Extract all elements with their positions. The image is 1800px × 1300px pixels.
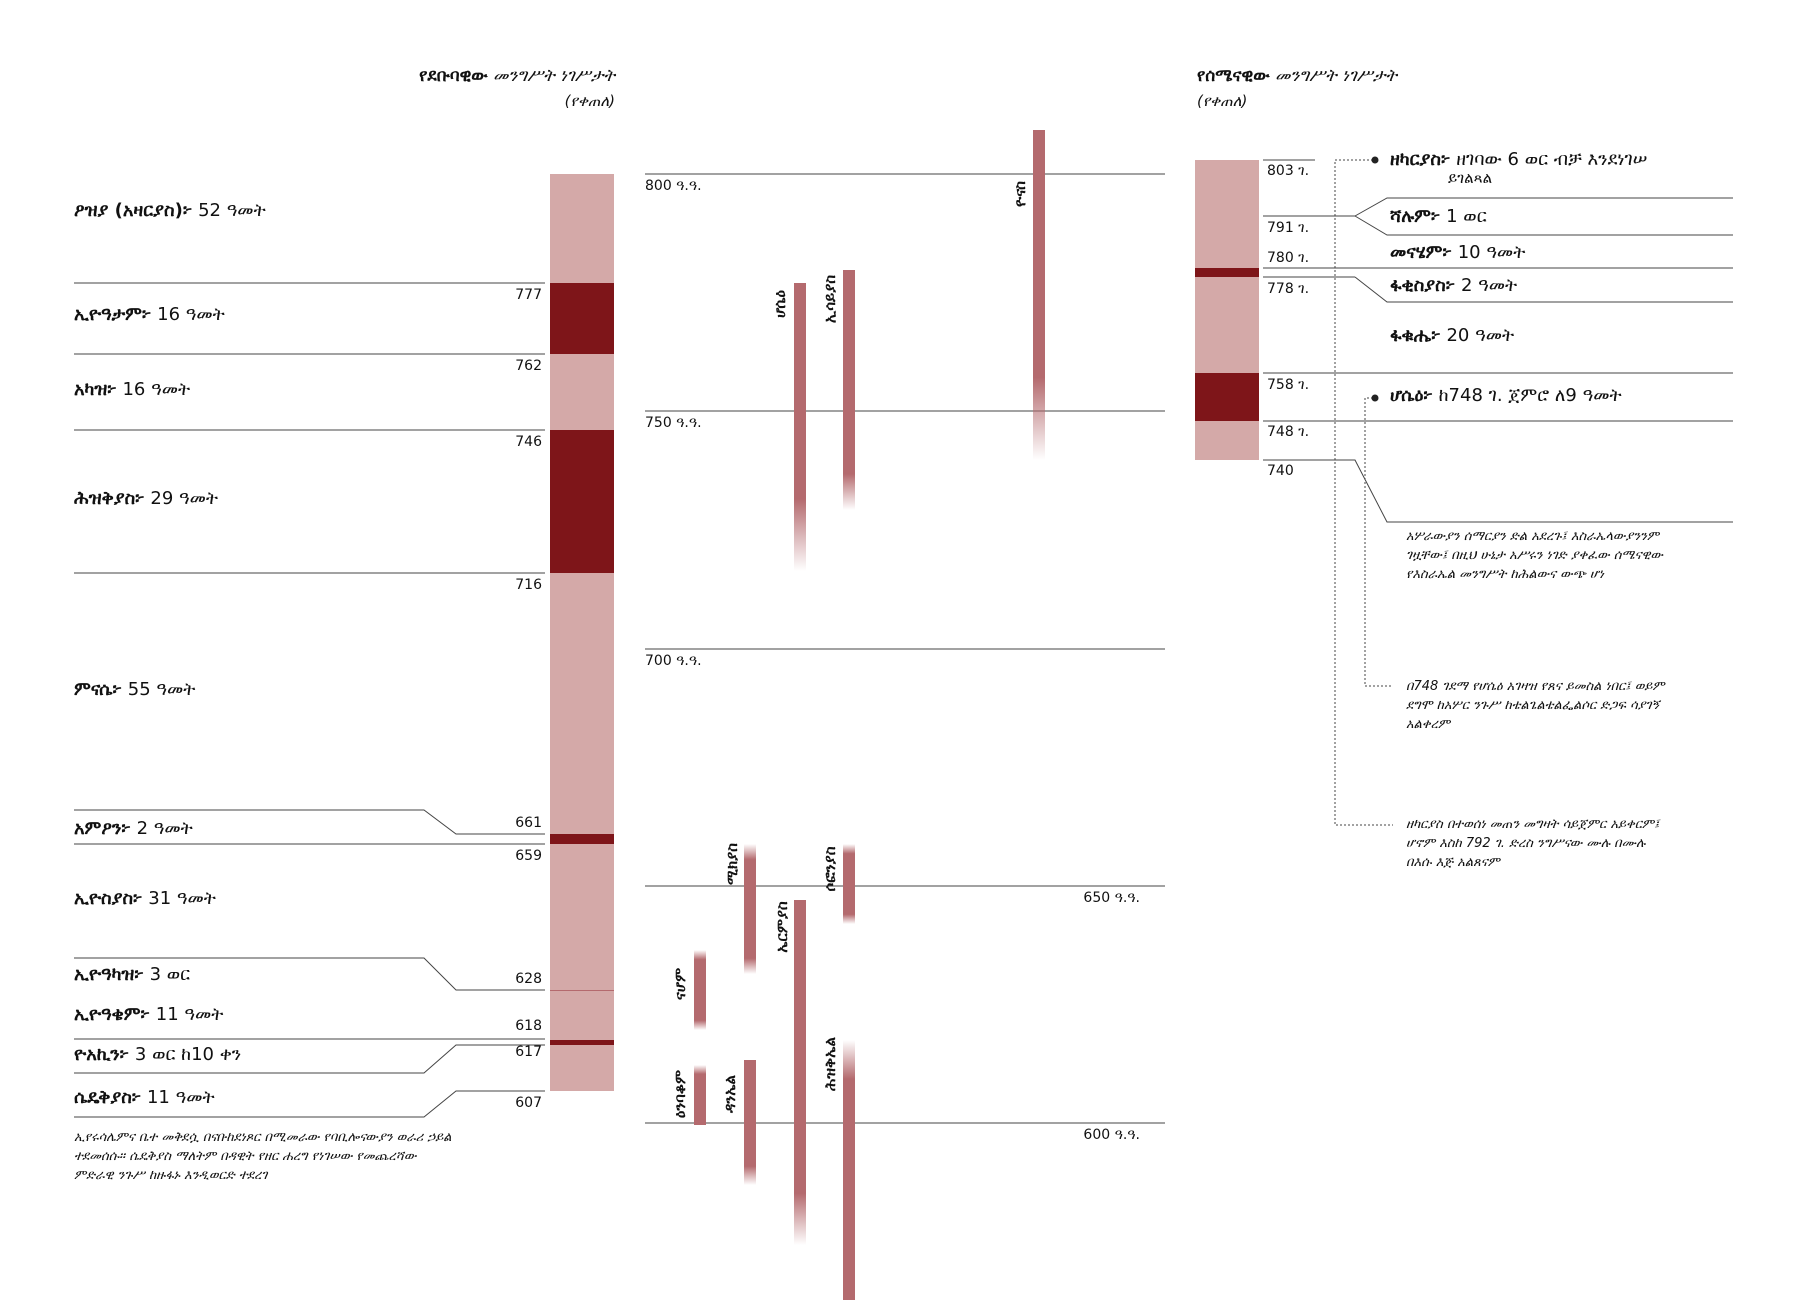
era-label-700: 700 ዓ.ዓ. — [645, 653, 702, 669]
hoshea-note: በ748 ገደማ የሆሴዕ አገዛዝ የጸና ይመስል ነበር፤ ወይም ደግሞ ከአሦር ንጉሥ ከቴልጌልቴልፌልሶር ድጋፍ ሳያገኝ አልቀረም — [1406, 679, 1665, 732]
judah-king-amon: አምዖን፦ 2 ዓመት — [74, 818, 193, 839]
israel-fall-note: አሦራውያን ሰማርያን ድል አደረጉ፤ እስራኤላውያንንም ገዟቸው፤ በዚህ ሁኔታ አሥሩን ነገድ ያቀፈው ሰሜናዊው የእስራኤል መንግሥት ከሕልውና ውጭ ሆነ — [1406, 529, 1663, 582]
israel-header-italic: መንግሥት ነገሥታት — [1274, 66, 1397, 86]
judah-king-zedekiah: ሴዴቅያስ፦ 11 ዓመት — [74, 1087, 215, 1108]
israel-year: 803 ገ. — [1267, 163, 1310, 179]
judah-header — [375, 66, 615, 86]
era-label-600: 600 ዓ.ዓ. — [1083, 1127, 1140, 1143]
israel-king-pekahiah: ፋቂስያስ፦ 2 ዓመት — [1390, 275, 1518, 296]
judah-year: 716 — [515, 577, 542, 593]
prophet-bars — [694, 130, 1045, 1300]
bar-ezekiel — [694, 1065, 706, 1125]
israel-reign-bar — [1195, 160, 1259, 460]
israel-year: 758 ገ. — [1267, 377, 1310, 393]
prophet-label-isaiah: ኢሳይያስ — [821, 274, 839, 324]
judah-king-jehoiachin: ዮአኪን፦ 3 ወር ከ10 ቀን — [74, 1044, 242, 1065]
era-label-750: 750 ዓ.ዓ. — [645, 415, 702, 431]
bar-isaiah — [843, 270, 855, 510]
bar-daniel — [744, 1060, 756, 1185]
prophet-label-habakkuk: ዕንባቆም — [671, 1069, 689, 1119]
judah-header-bold: የደቡባዊው — [419, 66, 488, 86]
prophet-label-zephaniah: ሶፎንያስ — [821, 846, 839, 892]
israel-king-pekah: ፋቁሔ፦ 20 ዓመት — [1390, 325, 1515, 346]
judah-year: 661 — [515, 815, 542, 831]
era-lines — [645, 174, 1165, 1123]
connector-dot-zechariah — [1372, 157, 1379, 164]
judah-fall-note: ኢየሩሳሌምና ቤተ መቅደሷ በናቡከደነጾር በሚመራው የባቢሎናውያን ወራሪ ኃይል ተደመሰሱ። ሴዴቅያስ ማለትም በዳዊት የዘር ሐረግ የነገሠው የመጨረሻው ምድራዊ ንጉሥ ከዙፋኑ እንዲወርድ ተደረገ — [74, 1130, 452, 1183]
zechariah-note: ዘካርያስ በተወሰነ መጠን መግዛት ሳይጀምር አይቀርም፤ ሆኖም እስከ 792 ገ. ድረስ ንግሥናው ሙሉ በሙሉ በእሱ እጅ አልጸናም — [1406, 817, 1660, 870]
judah-year: 746 — [515, 434, 542, 450]
israel-header — [1197, 66, 1497, 86]
israel-king-hoshea: ሆሴዕ፦ ከ748 ገ. ጀምሮ ለ9 ዓመት — [1390, 385, 1622, 406]
israel-year: 780 ገ. — [1267, 250, 1310, 266]
connector-dot-hoshea — [1372, 395, 1379, 402]
israel-year: 748 ገ. — [1267, 424, 1310, 440]
bar-jeremiah — [794, 900, 806, 1245]
bar-yonas — [1033, 130, 1045, 460]
israel-year: 791 ገ. — [1267, 220, 1310, 236]
judah-king-jehoiakim: ኢዮዓቄም፦ 11 ዓመት — [74, 1004, 224, 1025]
prophet-label-yonas: ዮናስ — [1011, 181, 1029, 207]
judah-king-hezekiah: ሕዝቅያስ፦ 29 ዓመት — [74, 488, 219, 509]
judah-king-manasseh: ምናሴ፦ 55 ዓመት — [74, 679, 196, 700]
era-label-800: 800 ዓ.ዓ. — [645, 178, 702, 194]
judah-king-jotham: ኢዮዓታም፦ 16 ዓመት — [74, 304, 225, 325]
judah-header-sub: (የቀጠለ) — [564, 92, 615, 110]
judah-king-jehoahaz: ኢዮዓካዝ፦ 3 ወር — [74, 964, 191, 985]
judah-year: 607 — [515, 1095, 542, 1111]
israel-header-bold: የሰሜናዊው — [1197, 66, 1270, 86]
judah-year: 659 — [515, 848, 542, 864]
judah-year: 777 — [515, 287, 542, 303]
israel-king-shallum: ሻሉም፦ 1 ወር — [1390, 206, 1487, 227]
judah-reign-bar — [550, 174, 614, 1091]
prophet-label-jeremiah: ኤርምያስ — [773, 901, 791, 953]
judah-header-italic: መንግሥት ነገሥታት — [493, 66, 615, 86]
dotted-connectors — [1335, 160, 1393, 825]
bar-habakkuk — [694, 950, 706, 1030]
israel-king-zechariah-cont: ይገልጻል — [1448, 169, 1493, 187]
israel-header-sub: (የቀጠለ) — [1197, 92, 1248, 110]
bar-hosea — [794, 283, 806, 571]
prophet-label-micah: ሚክያስ — [723, 843, 741, 885]
judah-king-uzziah: ዖዝያ (አዛርያስ)፦ 52 ዓመት — [74, 200, 266, 221]
israel-king-menahem: መናሄም፦ 10 ዓመት — [1390, 242, 1526, 263]
judah-year: 762 — [515, 358, 542, 374]
prophet-label-hosea: ሆሴዕ — [771, 290, 789, 318]
judah-king-josiah: ኢዮስያስ፦ 31 ዓመት — [74, 888, 216, 909]
israel-king-zechariah: ዘካርያስ፦ ዘገባው 6 ወር ብቻ እንደነገሠ — [1390, 149, 1648, 170]
bar-zephaniah — [744, 844, 756, 974]
prophet-label-daniel: ዳንኤል — [721, 1074, 739, 1114]
judah-year: 618 — [515, 1018, 542, 1034]
judah-king-ahaz: አካዝ፦ 16 ዓመት — [74, 379, 191, 400]
era-label-650: 650 ዓ.ዓ. — [1083, 890, 1140, 906]
israel-year: 778 ገ. — [1267, 281, 1310, 297]
israel-year: 740 — [1267, 463, 1294, 479]
judah-year: 628 — [515, 971, 542, 987]
bar-nahum — [843, 844, 855, 924]
judah-dividers — [74, 283, 545, 1117]
prophet-label-nahum: ናሆም — [671, 967, 689, 1001]
prophet-label-ezekiel: ሕዝቅኤል — [821, 1037, 839, 1091]
bar-obadiah — [843, 1040, 855, 1300]
judah-year: 617 — [515, 1044, 542, 1060]
